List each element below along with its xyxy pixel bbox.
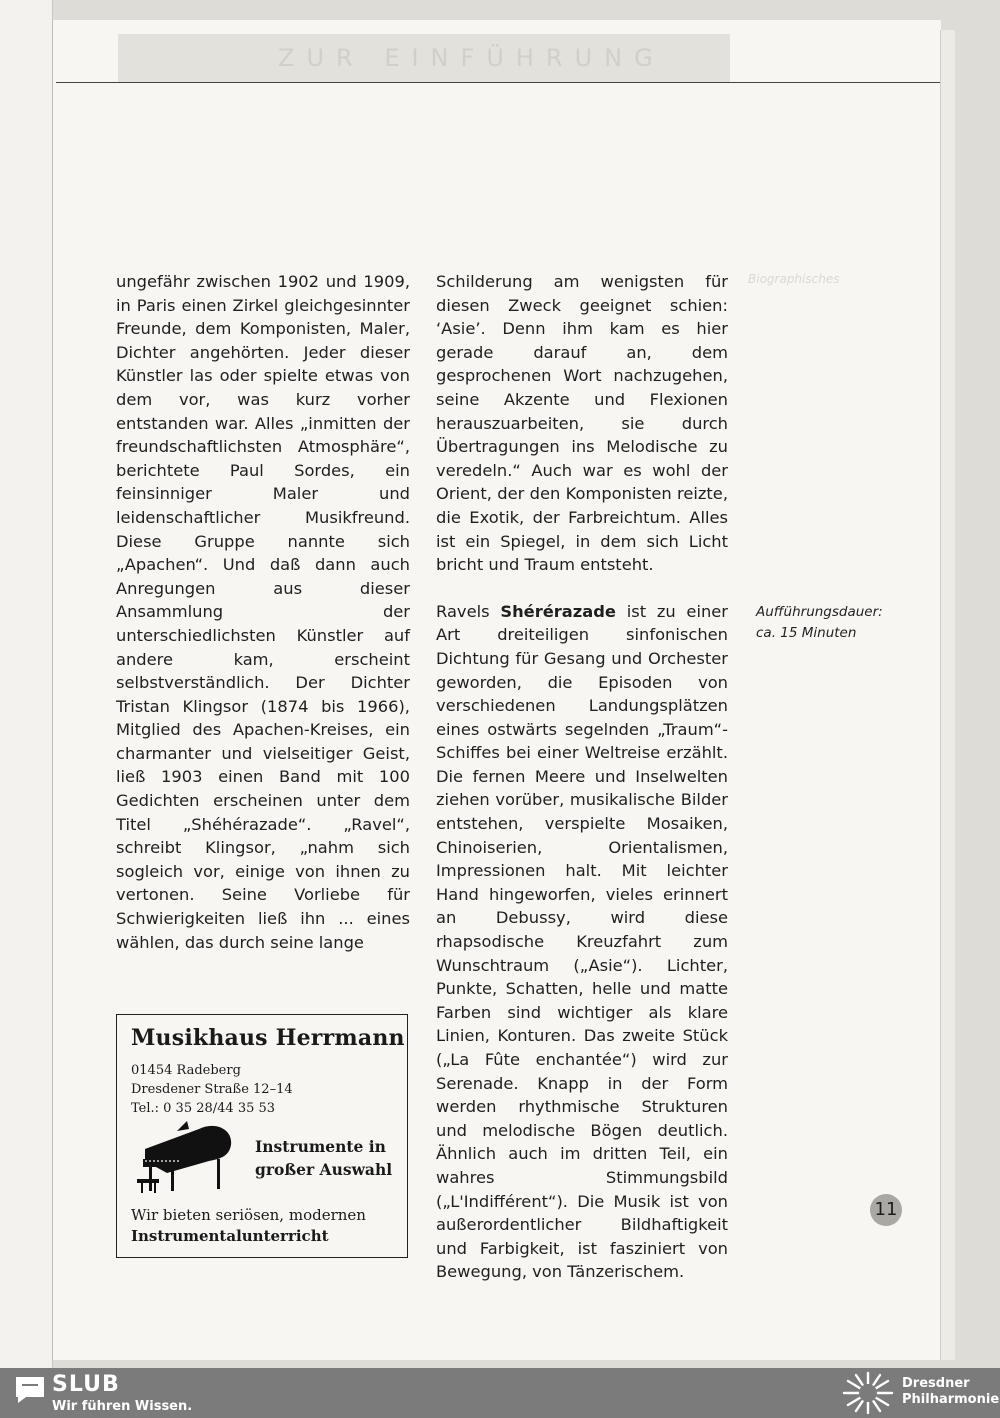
sidebar-ghost-heading: Biographisches [748, 272, 840, 286]
performance-duration [756, 602, 896, 644]
slub-name: SLUB [52, 1372, 120, 1397]
left-page-edge [0, 0, 53, 1368]
ad-footer [131, 1205, 366, 1247]
ad-footer-line-1: Wir bieten seriösen, modernen [131, 1206, 366, 1224]
grand-piano-icon [137, 1115, 237, 1195]
partner-name-line-2: Philharmonie [902, 1392, 1000, 1407]
article-column-2 [436, 270, 728, 1284]
para2-start: Ravels [436, 601, 501, 621]
partner-name-line-1: Dresdner [902, 1376, 970, 1391]
ad-instruments [255, 1135, 392, 1181]
header-band: ZUR EINFÜHRUNG [118, 34, 730, 82]
duration-label: Aufführungsdauer: [756, 604, 883, 620]
work-title: Shérérazade [500, 601, 616, 621]
header-rule [56, 82, 940, 83]
slub-footer-bar [0, 1368, 1000, 1418]
ad-phone: Tel.: 0 35 28/44 35 53 [131, 1101, 276, 1116]
slub-logo-icon [14, 1375, 46, 1405]
article-column-1 [116, 270, 410, 954]
ad-address [131, 1061, 293, 1118]
column1-text: ungefähr zwischen 1902 und 1909, in Paris einen Zirkel gleichgesinnter Freunde, dem Komponisten, Maler, Dichter angehörten. Jeder dieser Künstler las oder spielte etwas von dem vor, was kurz vorher entstanden war. Alles „inmitten der freundschaftlichsten Atmosphäre“, berichtete Paul Sordes, ein feinsinniger Maler und leidenschaftlicher Musikfreund. Diese Gruppe nannte sich „Apachen“. Und daß dann auch Anregungen aus dieser Ansammlung der unterschiedlichsten Künstler auf andere kam, erscheint selbstverständlich. Der Dichter Tristan Klingsor (1874 bis 1966), Mitglied des Apachen-Kreises, ein charmanter und vielseitiger Geist, ließ 1903 einen Band mit 100 Gedichten erscheinen unter dem Titel „Shéhérazade“. „Ravel“, schreibt Klingsor, „nahm sich sogleich vor, einige von ihnen zu vertonen. Seine Vorliebe für Schwierigkeiten ließ ihn ... eines wählen, das durch seine lange [116, 272, 410, 952]
partner-name [902, 1376, 999, 1408]
ad-footer-line-2: Instrumentalunterricht [131, 1227, 329, 1245]
slub-tagline: Wir führen Wissen. [52, 1399, 193, 1414]
ad-title: Musikhaus Herrmann [131, 1025, 405, 1051]
para2-rest: ist zu einer Art dreiteiligen sinfonischen Dichtung für Gesang und Orchester geworden, die Episoden von verschiedenen Landungsplätzen eines ostwärts segelnden „Traum“-Schiffes bei einer Weltreise erzählt. Die fernen Meere und Inselwelten ziehen vorüber, musikalische Bilder entstehen, verspielte Mosaiken, Chinoiserien, Orientalismen, Impressionen halt. Mit leichter Hand hingeworfen, vieles erinnert an Debussy, wird diese rhapsodische Kreuzfahrt zum Wunschtraum („Asie“). Lichter, Punkte, Schatten, helle und matte Farben sind wichtiger als klare Linien, Konturen. Das zweite Stück („La Fûte enchantée“) wird zur Serenade. Knapp in der Form werden rhythmische Strukturen und melodische Bögen deutlich. Ähnlich auch im dritten Teil, ein wahres Stimmungsbild („L'Indifférent“). Die Musik ist von außerordentlicher Bildhaftigkeit und Farbigkeit, ist fasziniert von Bewegung, von Tänzerischem. [436, 601, 729, 1282]
right-page-edge [940, 30, 955, 1360]
ad-address-line-1: 01454 Radeberg [131, 1063, 241, 1078]
column2-paragraph-1: Schilderung am wenigsten für diesen Zweck geeignet schien: ‘Asie’. Denn ihm kam es hier gerade darauf an, dem gesprochenen Wort nachzugehen, seine Akzente und Flexionen herauszuarbeiten, sie durch Übertragungen ins Melodische zu veredeln.“ Auch war es wohl der Orient, der den Komponisten reizte, die Exotik, der Farbreichtum. Alles ist ein Spiegel, in dem sich Licht bricht und Traum entsteht. [436, 272, 728, 575]
ad-instruments-line-2: großer Auswahl [255, 1160, 393, 1179]
page-number: 11 [870, 1194, 902, 1226]
column2-paragraph-2 [436, 600, 728, 1284]
ad-address-line-2: Dresdener Straße 12–14 [131, 1082, 293, 1097]
philharmonie-logo-icon [842, 1371, 894, 1415]
sidebar [748, 270, 888, 288]
advertisement-box [116, 1014, 408, 1258]
duration-value: ca. 15 Minuten [756, 625, 857, 641]
ad-instruments-line-1: Instrumente in [255, 1137, 386, 1156]
